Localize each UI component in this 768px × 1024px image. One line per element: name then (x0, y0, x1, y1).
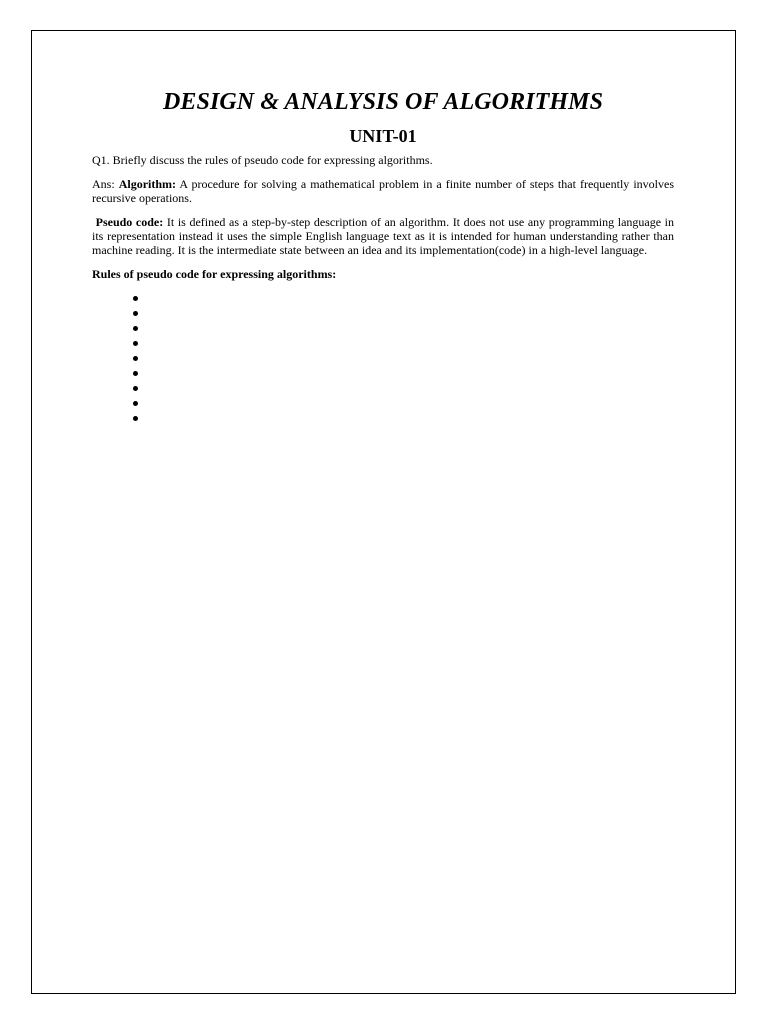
rule-item (133, 291, 674, 306)
rule-item (133, 396, 674, 411)
pseudo-code-definition: It is defined as a step-by-step description of an algorithm. It does not use any programming language in its representation instead it uses the simple English language text as it is intended for human understanding rather than machine reading. It is the intermediate state between an idea and its implementation(code) in a high-level language. (92, 215, 674, 257)
rules-list (92, 291, 674, 426)
pseudo-code-term: Pseudo code: (95, 215, 164, 229)
rule-item (133, 321, 674, 336)
algorithm-term: Algorithm: (118, 177, 177, 191)
rule-item (133, 411, 674, 426)
rules-heading: Rules of pseudo code for expressing algorithms: (92, 267, 337, 281)
rule-item (133, 351, 674, 366)
rule-item (133, 306, 674, 321)
unit-title: UNIT-01 (349, 126, 417, 146)
document-content (92, 86, 674, 426)
document-title: DESIGN & ANALYSIS OF ALGORITHMS (162, 89, 604, 115)
rule-item (133, 381, 674, 396)
answer-prefix: Ans: (92, 177, 119, 191)
rule-item (133, 336, 674, 351)
answer-paragraph (92, 177, 674, 205)
question-text: Q1. Briefly discuss the rules of pseudo code for expressing algorithms. (92, 153, 433, 167)
algorithm-definition: A procedure for solving a mathematical problem in a finite number of steps that frequently involves recursive operations. (92, 177, 674, 205)
rule-item (133, 366, 674, 381)
pseudo-code-paragraph (92, 215, 674, 257)
